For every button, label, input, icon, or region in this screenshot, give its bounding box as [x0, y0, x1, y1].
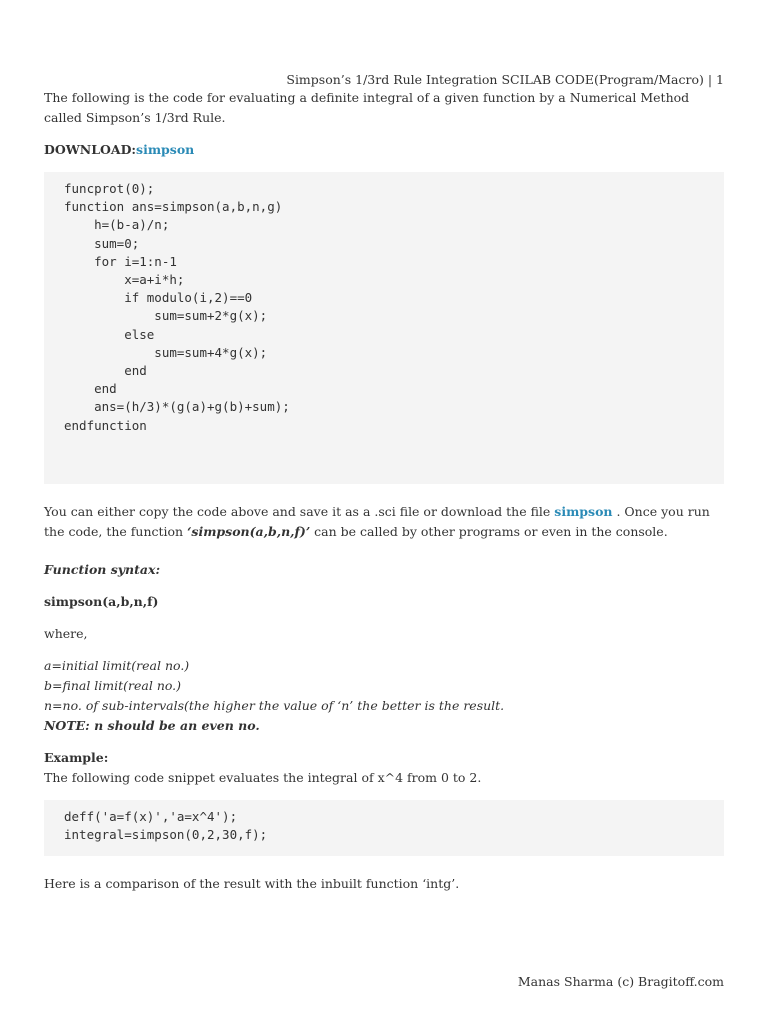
- usage-download-link[interactable]: simpson: [554, 504, 613, 519]
- example-description: The following code snippet evaluates the integral of x^4 from 0 to 2.: [44, 770, 482, 785]
- param-item: a=initial limit(real no.): [44, 658, 190, 673]
- download-label: DOWNLOAD:: [44, 142, 137, 157]
- usage-paragraph: [44, 502, 724, 542]
- note-text: NOTE: n should be an even no.: [44, 718, 260, 733]
- where-text: where,: [44, 626, 88, 641]
- page-footer: Manas Sharma (c) Bragitoff.com: [517, 974, 724, 989]
- syntax-signature: simpson(a,b,n,f): [44, 594, 159, 609]
- param-item: n=no. of sub-intervals(the higher the value of ‘n’ the better is the result.: [44, 698, 505, 713]
- usage-function-name: ‘simpson(a,b,n,f)’: [187, 524, 311, 539]
- code-block-main: funcprot(0); function ans=simpson(a,b,n,g) h=(b-a)/n; sum=0; for i=1:n-1 x=a+i*h; if modulo(i,2)==0 sum=sum+2*g(x); else sum=sum+4*g(x); end end ans=(h/3)*(g(a)+g(b)+sum); endfunction: [44, 172, 724, 484]
- parameter-list: [44, 656, 724, 736]
- usage-text-1: You can either copy the code above and save it as a .sci file or download the file: [44, 504, 555, 519]
- usage-text-3: can be called by other programs or even in the console.: [310, 524, 668, 539]
- page-header-title: Simpson’s 1/3rd Rule Integration SCILAB CODE(Program/Macro) | 1: [286, 72, 724, 87]
- example-heading: Example:: [44, 750, 109, 765]
- param-item: b=final limit(real no.): [44, 678, 182, 693]
- code-block-example: deff('a=f(x)','a=x^4'); integral=simpson(0,2,30,f);: [44, 800, 724, 856]
- syntax-heading: Function syntax:: [44, 562, 161, 577]
- usage-text-2: . Once you run the code, the function: [44, 504, 710, 539]
- download-line: [44, 140, 724, 160]
- article-body: [44, 88, 724, 894]
- download-link[interactable]: simpson: [136, 142, 195, 157]
- intro-paragraph: The following is the code for evaluating a definite integral of a given function by a Numerical Method called Simpson’s 1/3rd Rule.: [44, 90, 690, 125]
- comparison-text: Here is a comparison of the result with the inbuilt function ‘intg’.: [44, 876, 460, 891]
